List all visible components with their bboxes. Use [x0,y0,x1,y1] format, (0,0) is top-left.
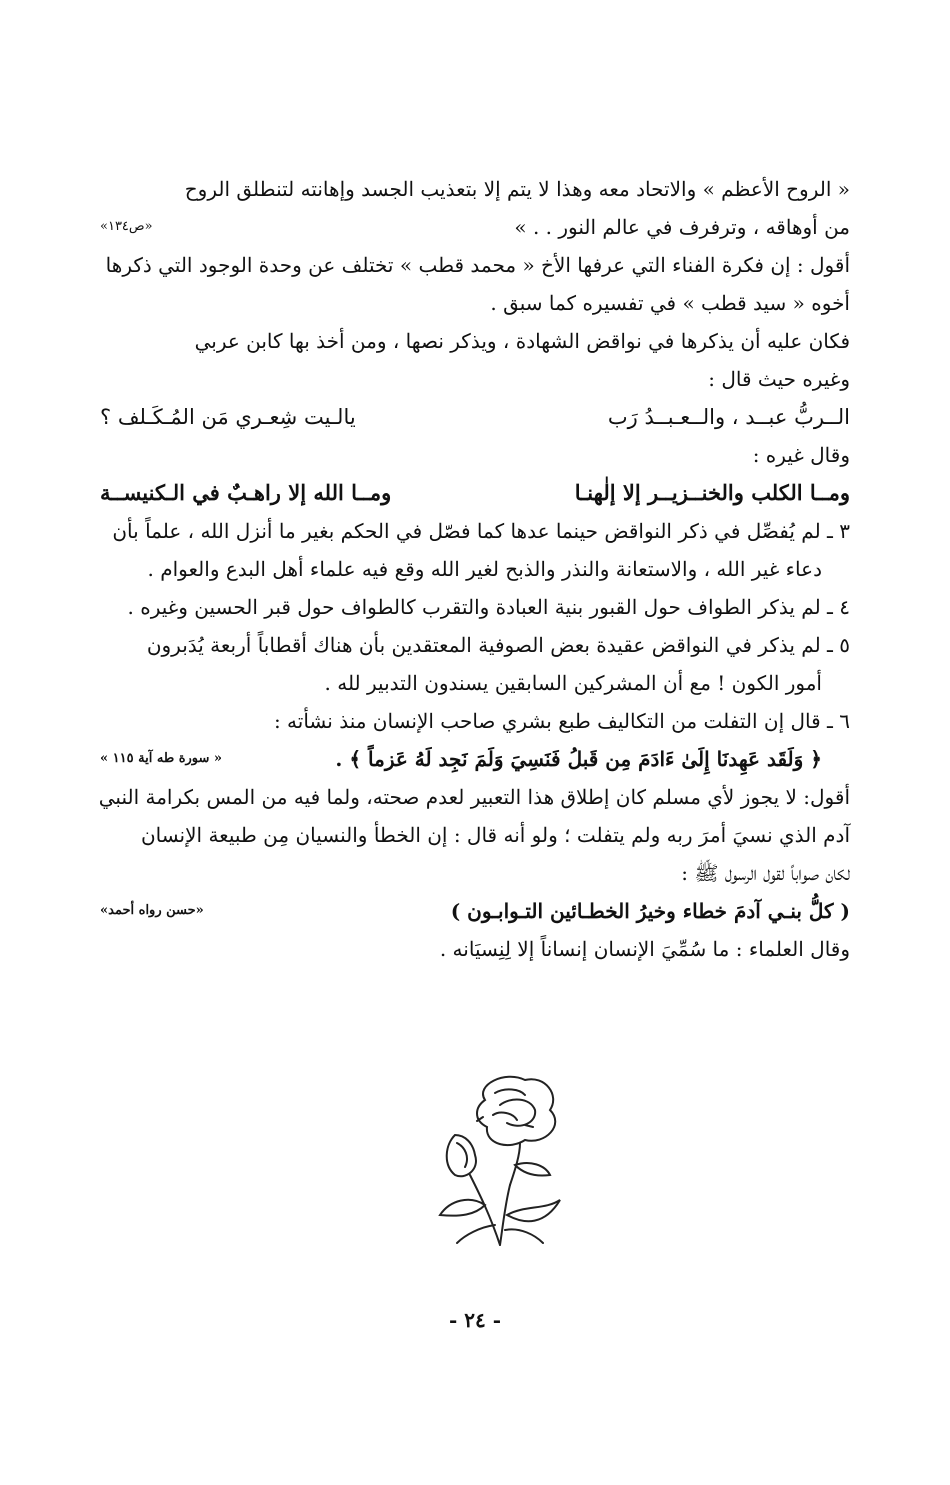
text-line [100,816,850,854]
verse-hemistich-second: ومــا الله إلا راهـبٌ في الـكنيســة [100,480,392,505]
poem-verse [100,474,850,512]
rose-illustration-icon [425,1065,575,1255]
list-item-4 [100,588,850,626]
line-text: وقال غيره : [752,443,850,467]
line-text: ٣ ـ لم يُفصِّل في ذكر النواقض حينما عدها كما فصّل في الحكم بغير ما أنزل الله ، علماً بأن [112,519,850,543]
line-text: أقول: لا يجوز لأي مسلم كان إطلاق هذا التعبير لعدم صحته، ولما فيه من المس بكرامة النبي [98,785,850,809]
line-text: ( كلُّ بنـي آدمَ خطاء وخيرُ الخطـائين التـوابـون ) [450,899,850,923]
line-text: أمور الكون ! مع أن المشركين السابقين يسندون التدبير لله . [324,671,822,695]
verse-hemistich-second: يالـيت شِعـري مَن المُـكَـلف ؟ [100,405,356,429]
verse-hemistich-first: ومــا الكلب والخنــزيــر إلا إلٰهنـا [574,480,850,505]
text-line [100,436,850,474]
line-text: دعاء غير الله ، والاستعانة والنذر والذبح لغير الله وقع فيه علماء أهل البدع والعوام . [147,557,822,581]
list-item-5 [100,626,850,664]
text-line [100,208,850,246]
surah-reference: « سورة طه آية ١١٥ » [100,751,223,766]
line-text: آدم الذي نسيَ أمرَ ربه ولم يتفلت ؛ ولو أنه قال : إن الخطأ والنسيان مِن طبيعة الإنسان [140,823,850,847]
text-line [100,550,850,588]
text-line [100,930,850,968]
text-line [100,360,850,398]
page-body [100,170,850,968]
quran-verse [100,740,850,778]
line-text: من أوهاقه ، وترفرف في عالم النور . . » [514,215,850,239]
line-text: ﴿ وَلَقَد عَهِدنَا إِلَىٰ ءَادَمَ مِن قَبلُ فَنَسِيَ وَلَمَ نَجِد لَهُ عَزماً ﴾ . [335,747,822,771]
line-text: أقول : إن فكرة الفناء التي عرفها الأخ « محمد قطب » تختلف عن وحدة الوجود التي ذكرها [105,253,850,277]
poem-verse [100,398,850,436]
line-text: ٤ ـ لم يذكر الطواف حول القبور بنية العبادة والتقرب كالطواف حول قبر الحسين وغيره . [127,595,850,619]
text-line [100,664,850,702]
line-text: أخوه « سيد قطب » في تفسيره كما سبق . [490,291,850,315]
line-text: فكان عليه أن يذكرها في نواقض الشهادة ، ويذكر نصها ، ومن أخذ بها كابن عربي [194,329,850,353]
list-item-3 [100,512,850,550]
list-item-6 [100,702,850,740]
line-text: ٥ ـ لم يذكر في النواقض عقيدة بعض الصوفية المعتقدين بأن هناك أقطاباً أربعة يُدَبرون [146,633,850,657]
text-line [100,322,850,360]
hadith-reference: «حسن رواه أحمد» [100,903,204,918]
page-number: - ٢٤ - [448,1308,501,1332]
text-line [100,284,850,322]
text-line [100,778,850,816]
text-line [100,854,850,892]
line-text: « الروح الأعظم » والاتحاد معه وهذا لا يتم إلا بتعذيب الجسد وإهانته لتنطلق الروح [184,177,850,201]
line-text: ٦ ـ قال إن التفلت من التكاليف طبع بشري صاحب الإنسان منذ نشأته : [273,709,850,733]
hadith-quote [100,892,850,930]
verse-hemistich-first: الــربُّ عبــد ، والــعـبــدُ رَب [607,405,850,429]
text-line [100,170,850,208]
text-line [100,246,850,284]
line-text: لكان صواباً لقول الرسول ﷺ : [681,861,850,885]
page-reference: «ص١٣٤» [100,219,153,234]
line-text: وقال العلماء : ما سُمِّيَ الإنسان إنساناً إلا لِنِسيَانه . [439,937,850,961]
line-text: وغيره حيث قال : [708,367,850,391]
